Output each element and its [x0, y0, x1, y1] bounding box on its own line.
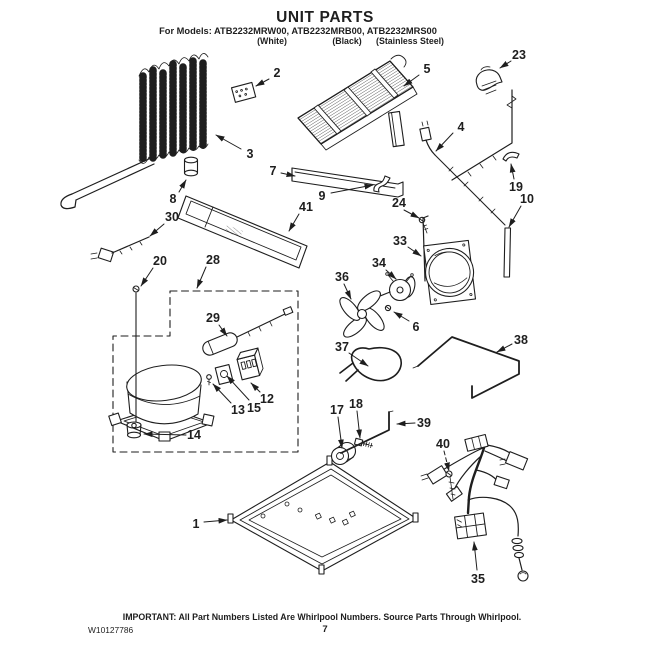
callout-leader [219, 325, 227, 336]
finish-label: (Black) [332, 36, 362, 46]
heater-tube-10 [504, 228, 511, 277]
roller-17 [332, 443, 356, 465]
page-title: UNIT PARTS [276, 9, 374, 26]
callout-label: 29 [206, 311, 220, 326]
callout-leader [338, 417, 342, 448]
motor-screw-6 [385, 305, 390, 310]
callout-label: 18 [349, 397, 363, 412]
callout-label: 37 [335, 340, 349, 355]
callout-leader [500, 61, 511, 68]
callout-label: 9 [318, 189, 326, 204]
finish-label: (Stainless Steel) [376, 36, 444, 46]
callout-leader [394, 312, 409, 321]
fan-motor [380, 273, 417, 301]
callout-leader [474, 542, 477, 570]
callout-label: 2 [273, 66, 281, 81]
callout-leader [227, 376, 249, 400]
fan-blade [336, 287, 387, 340]
footer-note: IMPORTANT: All Part Numbers Listed Are Whirlpool Numbers. Source Parts Through Whirlpool. [122, 612, 522, 622]
evaporator-coil [61, 53, 208, 208]
callout-label: 10 [520, 192, 534, 207]
callout-leader [404, 210, 419, 218]
callout-label: 3 [246, 147, 254, 162]
callout-label: 33 [393, 234, 407, 249]
callout-leader [256, 79, 269, 86]
callout-leader [150, 224, 164, 236]
callout-label: 30 [165, 210, 179, 225]
callout-label: 5 [423, 62, 431, 77]
callout-leader [344, 284, 351, 299]
callout-label: 7 [269, 164, 277, 179]
callout-label: 6 [412, 320, 420, 335]
capacitor-8 [185, 157, 198, 176]
thermostat-wire [420, 90, 516, 225]
callout-label: 36 [335, 270, 349, 285]
tube-clamp-19 [503, 152, 519, 161]
callout-leader [357, 411, 360, 438]
callout-label: 14 [187, 428, 201, 443]
drain-pan [178, 196, 307, 268]
callout-leader [289, 214, 299, 231]
base-plate [228, 456, 418, 574]
callout-label: 19 [509, 180, 523, 195]
callout-label: 20 [153, 254, 167, 269]
fan-shroud [422, 240, 477, 304]
tube-clip-23 [476, 67, 502, 94]
terminal-13 [207, 375, 212, 385]
sensor-wire-30 [91, 237, 149, 262]
callout-label: 40 [436, 437, 450, 452]
callout-leader [408, 247, 421, 256]
callout-leader [397, 423, 415, 424]
callout-label: 1 [192, 517, 200, 532]
callout-leader [509, 206, 521, 227]
models-line: For Models: ATB2232MRW00, ATB2232MRB00, ATB2232MRS00 [159, 26, 437, 36]
doc-number: W10127786 [88, 625, 134, 635]
callout-leader [141, 268, 153, 286]
page-number: 7 [322, 624, 328, 635]
callout-leader [251, 383, 260, 392]
callout-label: 12 [260, 392, 274, 407]
callout-label: 13 [231, 403, 245, 418]
callout-label: 17 [330, 403, 344, 418]
condenser-tube-38 [413, 337, 519, 398]
callout-leader [197, 267, 206, 288]
callout-label: 35 [471, 572, 485, 587]
callout-label: 28 [206, 253, 220, 268]
callout-leader [511, 164, 514, 179]
mounting-plate-2 [232, 82, 256, 102]
overload-15 [215, 365, 233, 385]
callout-leader [179, 180, 186, 192]
callout-label: 23 [512, 48, 526, 63]
callout-leader [436, 133, 453, 151]
callout-label: 38 [514, 333, 528, 348]
callout-leader [386, 270, 396, 279]
callout-label: 41 [299, 200, 313, 215]
callout-leader [213, 384, 231, 403]
finish-label: (White) [257, 36, 287, 46]
callout-label: 8 [169, 192, 177, 207]
callout-label: 24 [392, 196, 406, 211]
callout-label: 4 [457, 120, 465, 135]
roller-screw-18 [354, 438, 373, 448]
callout-label: 15 [247, 401, 261, 416]
relay-12 [236, 348, 265, 380]
callout-leader [204, 520, 227, 522]
callout-label: 39 [417, 416, 431, 431]
callout-leader [497, 344, 512, 352]
callout-leader [216, 135, 241, 149]
callout-label: 34 [372, 256, 386, 271]
wiring-harness [421, 435, 528, 581]
